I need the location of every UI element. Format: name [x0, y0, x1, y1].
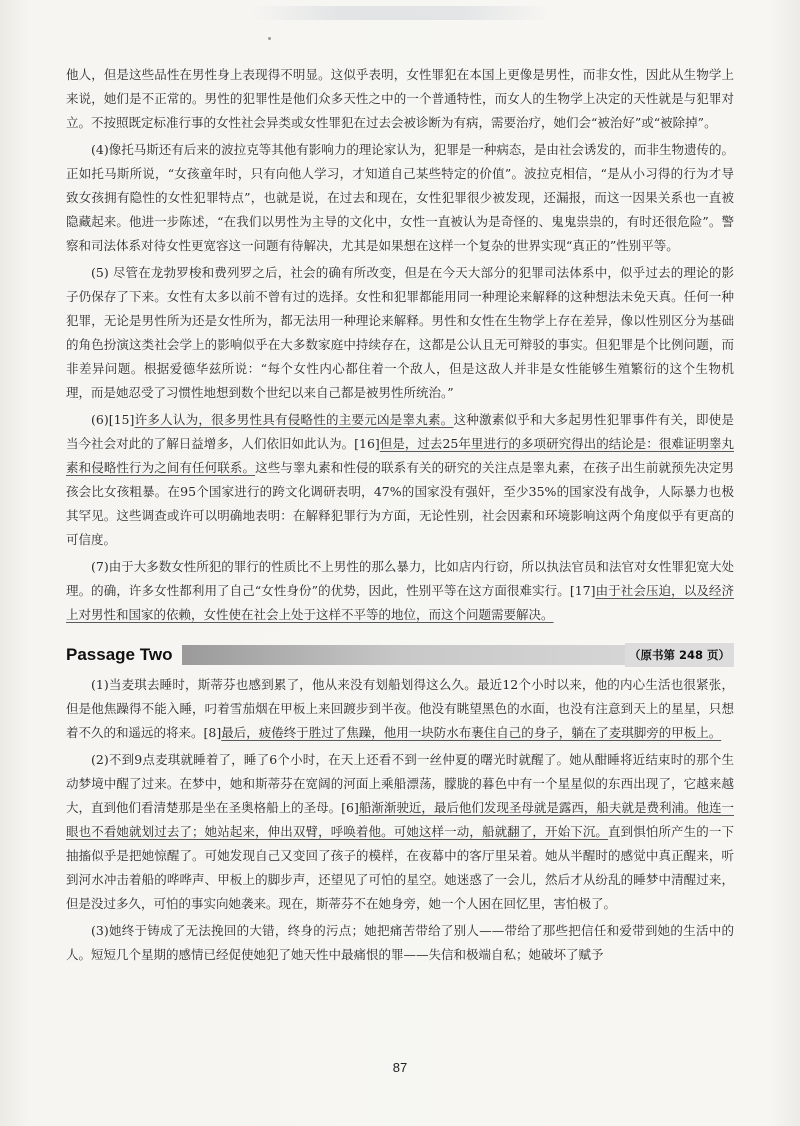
section-title: Passage Two	[66, 645, 173, 664]
text-segment: (6)[15]	[91, 412, 135, 427]
section-header	[66, 641, 734, 669]
underlined-sentence: 船渐渐驶近，最后他们发现圣母就是露西，船夫就是费利浦。他连一眼也不看她就划过去了；她站起来，伸出双臂，呼唤着他。可她这样一动，船就翻了，开始下沉。	[66, 800, 734, 839]
text-segment: (7)由于大多数女性所犯的罪行的性质比不上男性的那么暴力，比如店内行窃，所以执法官员和法官对女性罪犯宽大处理。的确，许多女性都利用了自己“女性身份”的优势，因此，性别平等在这方面很难实行。[17]	[66, 559, 734, 598]
scan-dot	[268, 37, 271, 40]
text-segment: (4)像托马斯还有后来的波拉克等其他有影响力的理论家认为，犯罪是一种病态，是由社会诱发的，而非生物遗传的。正如托马斯所说，“女孩童年时，只有向他人学习，才知道自己某些特定的价值”。波拉克相信，“是从小习得的行为才导致女孩拥有隐性的女性犯罪特点”，也就是说，在过去和现在，女性犯罪很少被发现，还漏报，而这一因果关系也一直被隐藏起来。他进一步陈述，“在我们以男性为主导的文化中，女性一直被认为是奇怪的、鬼鬼祟祟的，有时还很危险”。警察和司法体系对待女性更宽容这一问题有待解决，尤其是如果想在这样一个复杂的世界实现“真正的”性别平等。	[66, 142, 734, 253]
paragraph	[66, 261, 734, 405]
underlined-sentence: 由于社会压迫，以及经济上对男性和国家的依赖，女性使在社会上处于这样不平等的地位，而这个问题需要解决。	[66, 583, 734, 622]
text-segment: (5) 尽管在龙勃罗梭和费列罗之后，社会的确有所改变，但是在今天大部分的犯罪司法体系中，似乎过去的理论的影子仍保存了下来。女性有太多以前不曾有过的选择。女性和犯罪都能用同一种理论来解释的这种想法未免天真。任何一种犯罪，无论是男性所为还是女性所为，都无法用一种理论来解释。男性和女性在生物学上存在差异，像以性别区分为基础的角色扮演这类社会学上的影响似乎在大多数家庭中持续存在，这都是公认且无可辩驳的事实。但犯罪是个比例问题，而非差异问题。根据爱德华兹所说：“每个女性内心都住着一个敌人，但是这敌人并非是女性能够生殖繁衍的这个生物机理，而是她忍受了习惯性地想到数个世纪以来自己都是被男性所统治。”	[66, 265, 734, 400]
text-segment: 直到惧怕所产生的一下抽搐似乎是把她惊醒了。可她发现自己又变回了孩子的模样，在夜幕中的客厅里呆着。她从半醒时的感觉中真正醒来，听到河水冲击着船的哗哗声、甲板上的脚步声，还望见了可怕的星空。她迷惑了一会儿，然后才从纷乱的睡梦中清醒过来，但是没过多久，可怕的事实向她袭来。现在，斯蒂芬不在她身旁，她一个人困在回忆里，害怕极了。	[66, 824, 734, 911]
text-segment: (3)她终于铸成了无法挽回的大错，终身的污点；她把痛苦带给了别人——带给了那些把信任和爱带到她的生活中的人。短短几个星期的感情已经促使她犯了她天性中最痛恨的罪——失信和极端自私；她破坏了赋予	[66, 923, 734, 962]
paragraph	[66, 138, 734, 258]
text-segment: 他人，但是这些品性在男性身上表现得不明显。这似乎表明，女性罪犯在本国上更像是男性，而非女性，因此从生物学上来说，她们是不正常的。男性的犯罪性是他们众多天性之中的一个普通特性，而女人的生物学上决定的天性就是与犯罪对立。不按照既定标准行事的女性社会异类或女性罪犯在过去会被诊断为有病，需要治疗，她们会“被治好”或“被除掉”。	[66, 67, 734, 130]
text-segment: (1)当麦琪去睡时，斯蒂芬也感到累了，他从来没有划船划得这么久。最近12个小时以来，他的内心生活也很紧张，但是他焦躁得不能入睡，叼着雪茄烟在甲板上来回踱步到半夜。他没有眺望黑色的水面，也没有注意到天上的星星，只想着不久的和遥远的将来。[8]	[66, 677, 734, 740]
section-header-bar	[182, 645, 734, 665]
paragraph	[66, 748, 734, 916]
underlined-sentence: 最后，疲倦终于胜过了焦躁，他用一块防水布裹住自己的身子，躺在了麦琪脚旁的甲板上。	[221, 725, 722, 740]
text-segment: 这种激素似乎和大多起男性犯罪事件有关，即使是当今社会对此的了解日益增多，人们依旧如此认为。[16]	[66, 412, 734, 451]
text-segment: 这些与睾丸素和性侵的联系有关的研究的关注点是睾丸素，在孩子出生前就预先决定男孩会比女孩粗暴。在95个国家进行的跨文化调研表明，47%的国家没有强奸，至少35%的国家没有战争，人际暴力也极其罕见。这些调查或许可以明确地表明：在解释犯罪行为方面，无论性别，社会因素和环境影响这两个角度似乎有更高的可信度。	[66, 460, 734, 547]
text-segment: (2)不到9点麦琪就睡着了，睡了6个小时，在天上还看不到一丝仲夏的曙光时就醒了。她从酣睡将近结束时的那个生动梦境中醒了过来。在梦中，她和斯蒂芬在宽阔的河面上乘船漂荡，朦胧的暮色中有一个星星似的东西出现了，它越来越大，直到他们看清楚那是坐在圣奥格船上的圣母。[6]	[66, 752, 734, 815]
paragraph	[66, 63, 734, 135]
scan-smudge	[250, 6, 550, 20]
section-page-reference: （原书第 248 页）	[625, 643, 734, 667]
paragraph	[66, 555, 734, 627]
paragraph	[66, 919, 734, 967]
paragraph	[66, 408, 734, 552]
paragraph-group-bottom	[66, 673, 734, 967]
page-content	[66, 63, 734, 970]
paragraph-group-top	[66, 63, 734, 627]
underlined-sentence: 但是，过去25年里进行的多项研究得出的结论是：很难证明睾丸素和侵略性行为之间有任何联系。	[66, 436, 734, 475]
page-number: 87	[392, 1060, 408, 1075]
underlined-sentence: 许多人认为，很多男性具有侵略性的主要元凶是睾丸素。	[134, 412, 454, 427]
paragraph	[66, 673, 734, 745]
